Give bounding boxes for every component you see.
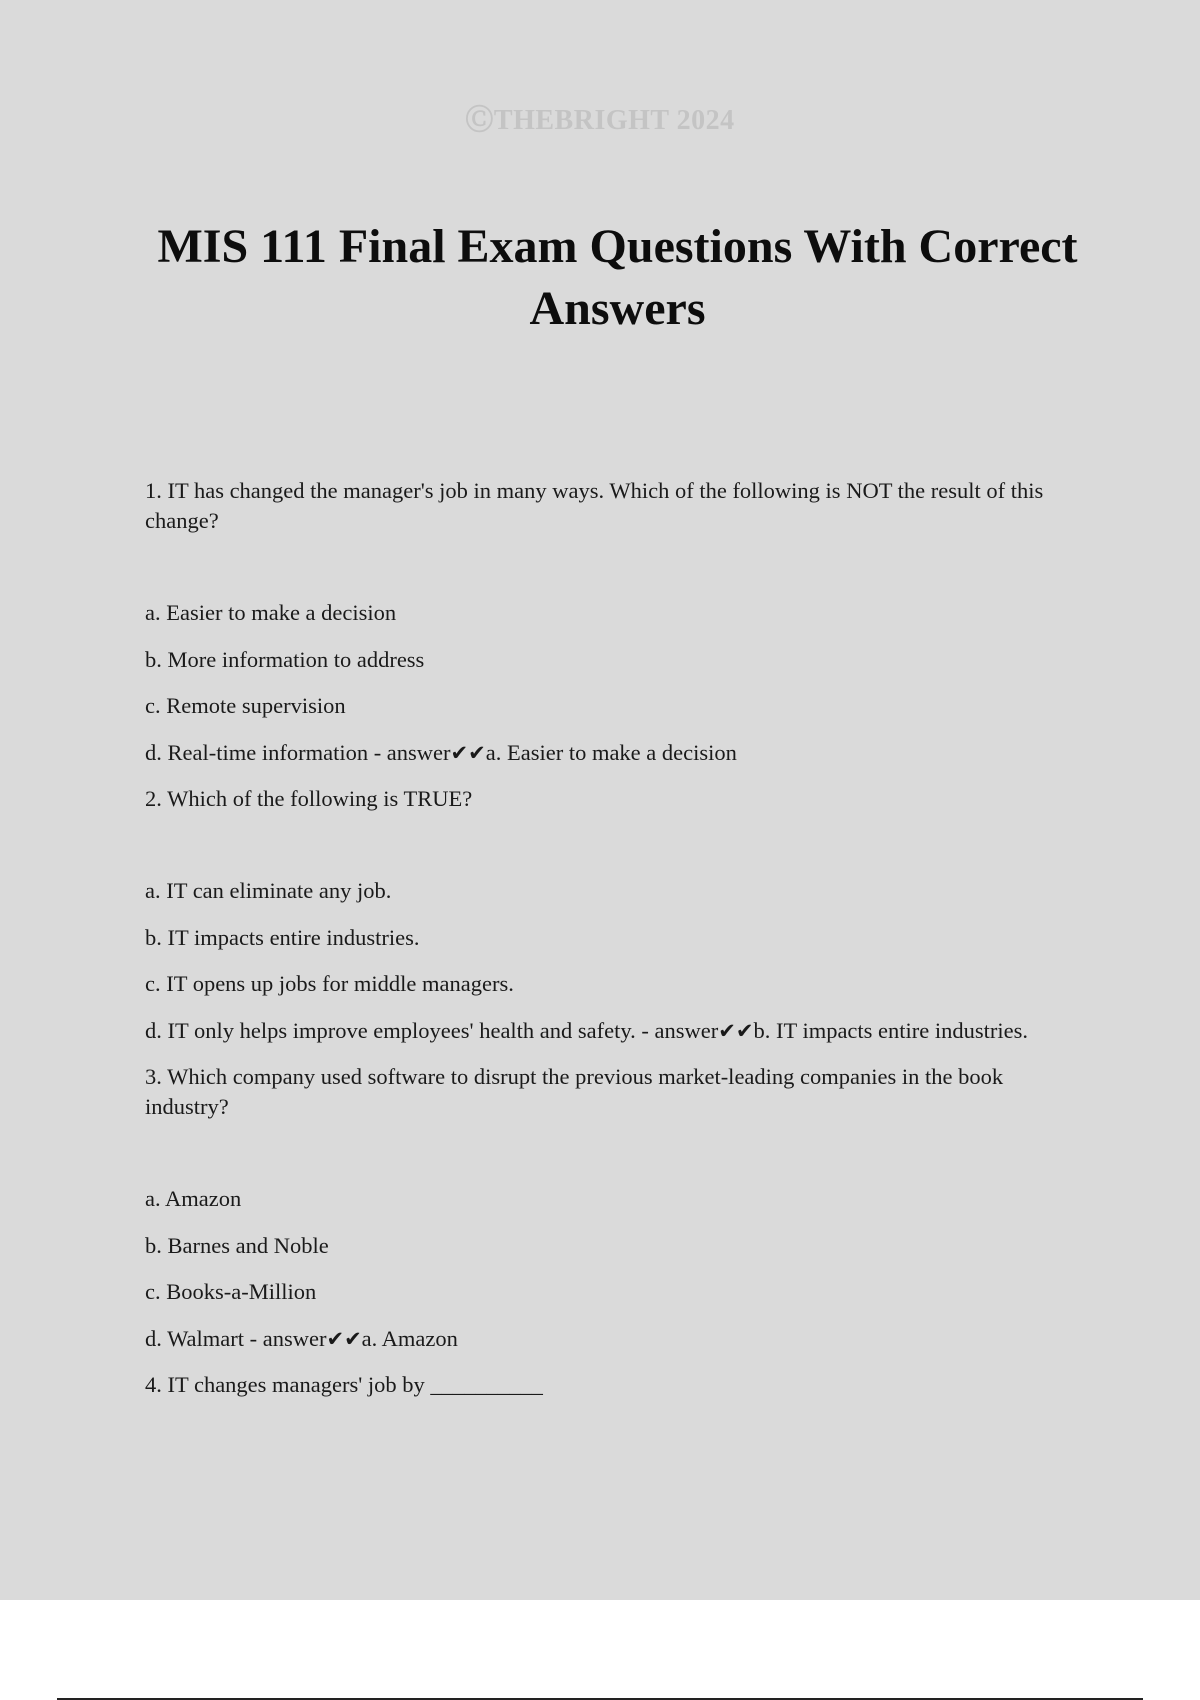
question-3-option-c: c. Books-a-Million	[145, 1279, 317, 1304]
question-1-answer: a. Easier to make a decision	[485, 739, 737, 765]
question-2-option-d-with-answer	[145, 1016, 1075, 1046]
question-3-option-a: a. Amazon	[145, 1186, 242, 1211]
answer-check-icon: ✔✔	[450, 740, 486, 765]
answer-check-icon: ✔✔	[718, 1018, 754, 1043]
question-2-answer: b. IT impacts entire industries.	[753, 1017, 1029, 1043]
question-list	[145, 476, 1075, 1400]
question-2-option-c: c. IT opens up jobs for middle managers.	[145, 971, 514, 996]
page-footer	[0, 1600, 1200, 1700]
question-2-option-a: a. IT can eliminate any job.	[145, 878, 392, 903]
question-3-option-d: d. Walmart - answer	[145, 1325, 327, 1351]
question-2-option-d: d. IT only helps improve employees' health and safety. - answer	[145, 1017, 719, 1043]
question-2-option-b: b. IT impacts entire industries.	[145, 924, 420, 950]
question-4-text: 4. IT changes managers' job by __________	[145, 1372, 543, 1397]
question-1-option-b: b. More information to address	[145, 646, 425, 672]
question-3-answer: a. Amazon	[361, 1325, 458, 1351]
question-3-option-b: b. Barnes and Noble	[145, 1232, 329, 1258]
question-2-text: 2. Which of the following is TRUE?	[145, 786, 473, 811]
question-3-text: 3. Which company used software to disrupt the previous market-leading companies in the book industry?	[145, 1064, 1004, 1119]
question-1-option-d-with-answer	[145, 738, 1075, 768]
question-1-text: 1. IT has changed the manager's job in many ways. Which of the following is NOT the result of this change?	[145, 478, 1044, 533]
question-1-option-c: c. Remote supervision	[145, 693, 346, 718]
question-1-option-a: a. Easier to make a decision	[145, 600, 397, 625]
watermark: ⒸTHEBRIGHT 2024	[465, 105, 735, 136]
question-3-option-d-with-answer	[145, 1324, 1075, 1354]
footer-divider	[57, 1698, 1143, 1700]
page-title: MIS 111 Final Exam Questions With Correct Answers	[157, 220, 1078, 335]
question-1-option-d: d. Real-time information - answer	[145, 739, 451, 765]
answer-check-icon: ✔✔	[326, 1326, 362, 1351]
